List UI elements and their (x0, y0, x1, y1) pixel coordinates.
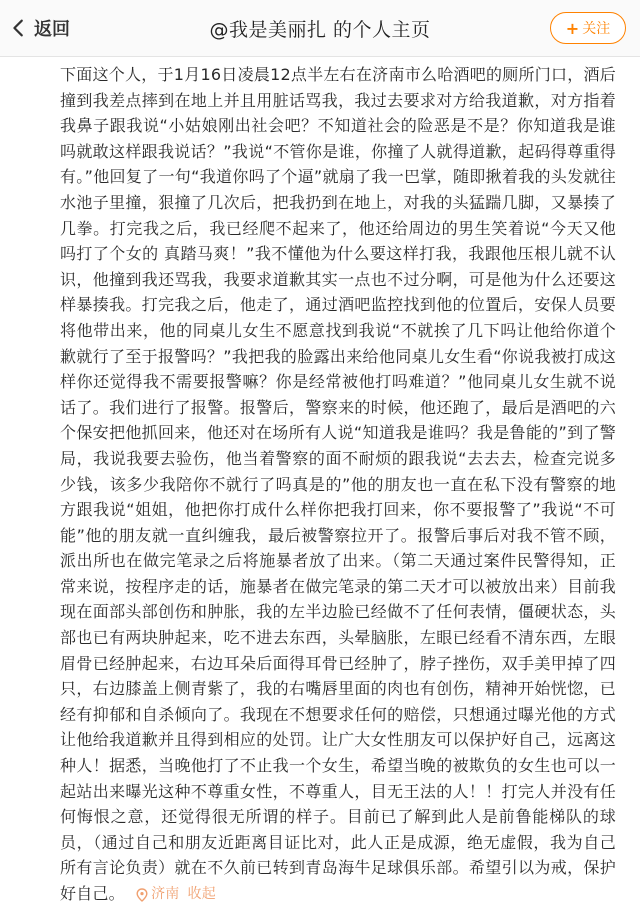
follow-label: 关注 (582, 21, 611, 37)
plus-icon: + (565, 18, 580, 38)
collapse-link[interactable]: 收起 (187, 885, 216, 902)
post-body (60, 62, 616, 907)
location-city: 济南 (151, 885, 180, 902)
post-text: 下面这个人，于1月16日凌晨12点半左右在济南市么哈酒吧的厕所门口，酒后撞到我差点摔到在地上并且用脏话骂我，我过去要求对方给我道歉，对方指着我鼻子跟我说“小姑娘刚出社会吧？不知道社会的险恶是不是？你知道我是谁吗就敢这样跟我说话？”我说“不管你是谁，你撞了人就得道歉，起码得尊重得有。”他回复了一句“我道你吗了个逼”就扇了我一巴掌，随即揪着我的头发就往水池子里撞，狠撞了几次后，把我扔到在地上，对我的头猛踹几脚，又暴揍了几拳。打完我之后，我已经爬不起来了，他还给周边的男生笑着说“今天又他吗打了个女的 真踏马爽！”我不懂他为什么要这样打我，我跟他压根儿就不认识，他撞到我还骂我，我要求道歉其实一点也不过分啊，可是他为什么还要这样暴揍我。打完我之后，他走了，通过酒吧监控找到他的位置后，安保人员要将他带出来，他的同桌儿女生不愿意找到我说“不就挨了几下吗让他给你道个歉就行了至于报警吗？”我把我的脸露出来给他同桌儿女生看“你说我被打成这样你还觉得我不需要报警嘛？你是经常被他打吗难道？”他同桌儿女生就不说话了。我们进行了报警。报警后，警察来的时候，他还跑了，最后是酒吧的六个保安把他抓回来，他还对在场所有人说“知道我是谁吗？我是鲁能的”到了警局，我说我要去验伤，他当着警察的面不耐烦的跟我说“去去去，检查完说多少钱，该多少我陪你不就行了吗真是的”他的朋友也一直在私下没有警察的地方跟我说“姐姐，他把你打成什么样你把我打回来，你不要报警了”我说“不可能”他的朋友就一直纠缠我，最后被警察拉开了。报警后事后对我不管不顾，派出所也在做完笔录之后将施暴者放了出来。（第二天通过案件民警得知，正常来说，按程序走的话，施暴者在做完笔录的第二天才可以被放出来）目前我现在面部头部创伤和肿胀，我的左半边脸已经做不了任何表情，僵硬状态，头部也已有两块肿起来，吃不进去东西，头晕脑胀，左眼已经看不清东西，左眼眉骨已经肿起来，右边耳朵后面得耳骨已经肿了，脖子挫伤，双手美甲掉了四只，右边膝盖上侧青紫了，我的右嘴唇里面的肉也有创伤，精神开始恍惚，已经有抑郁和自杀倾向了。我现在不想要求任何的赔偿，只想通过曝光他的方式让他给我道歉并且得到相应的处罚。让广大女性朋友可以保护好自己，远离这种人！据悉，当晚他打了不止我一个女生，希望当晚的被欺负的女生也可以一起站出来曝光这种不尊重女性，不尊重人，目无王法的人！！打完人并没有任何悔恨之意，还觉得很无所谓的样子。目前已了解到此人是前鲁能梯队的球员，（通过自己和朋友近距离目证比对，此人正是成源，绝无虚假，我为自己所有言论负责）就在不久前已转到青岛海牛足球俱乐部。希望引以为戒，保护好自己。 (60, 65, 616, 903)
back-label: 返回 (34, 19, 70, 40)
follow-button[interactable] (550, 12, 626, 44)
top-nav-bar (0, 0, 640, 57)
location-tag[interactable] (136, 882, 216, 907)
back-button[interactable] (8, 14, 70, 42)
location-pin-icon (136, 888, 148, 902)
chevron-left-icon (8, 17, 30, 39)
page-title: @我是美丽扎 的个人主页 (209, 19, 431, 41)
post-content (60, 62, 616, 907)
